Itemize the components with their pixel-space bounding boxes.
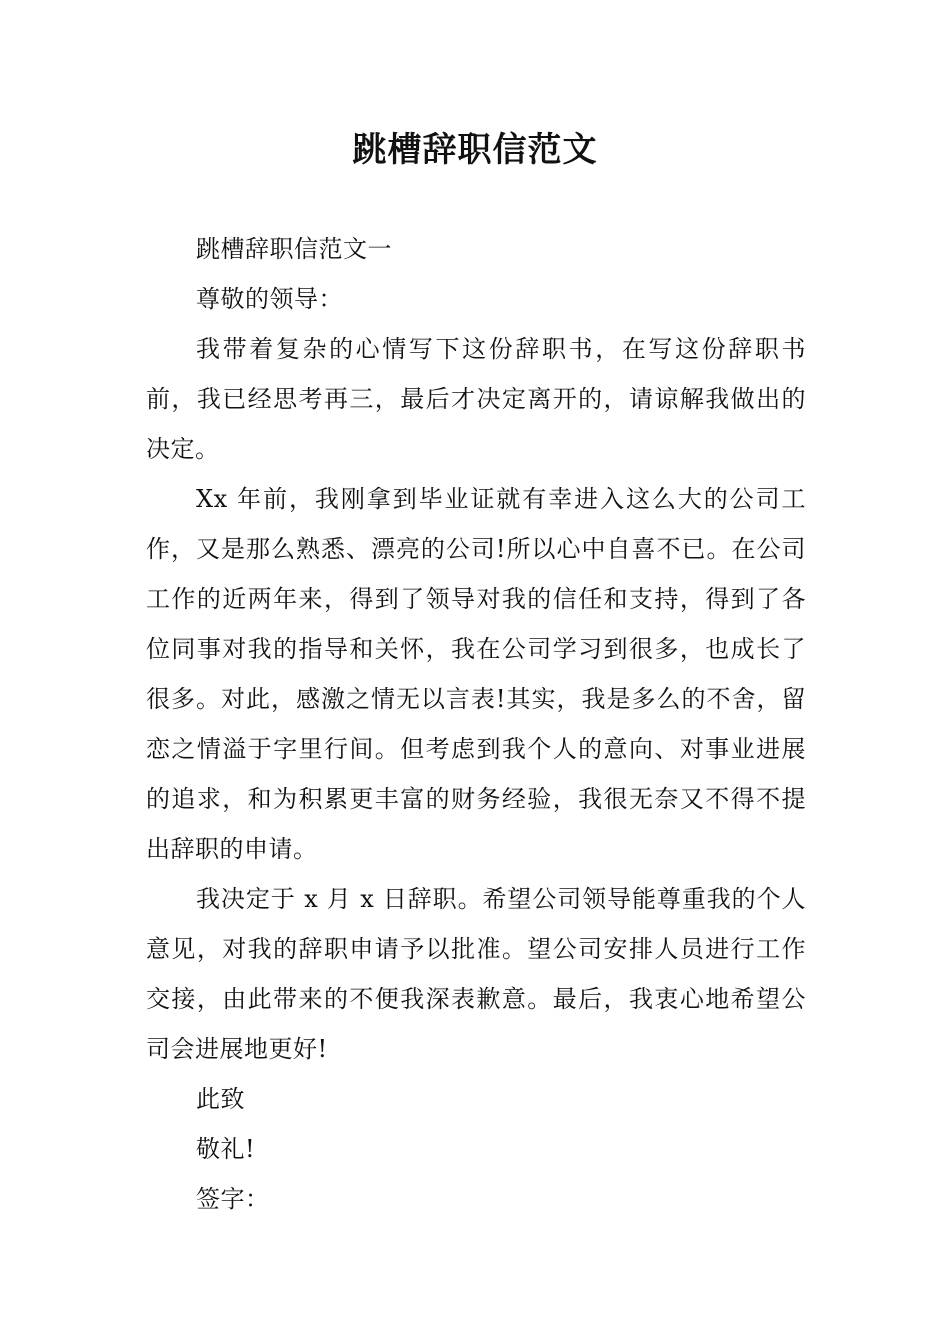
paragraph-decision: 我决定于 x 月 x 日辞职。希望公司领导能尊重我的个人意见，对我的辞职申请予以批准。望公司安排人员进行工作交接，由此带来的不便我深表歉意。最后，我衷心地希望公司会进展地更好!	[146, 885, 806, 1063]
paragraph-intro: 我带着复杂的心情写下这份辞职书，在写这份辞职书前，我已经思考再三，最后才决定离开的，请谅解我做出的决定。	[146, 335, 806, 463]
signature-label: 签字：	[196, 1185, 270, 1213]
section-heading: 跳槽辞职信范文一	[196, 235, 392, 263]
salutation: 尊敬的领导：	[196, 285, 343, 313]
paragraph-background: Xx 年前，我刚拿到毕业证就有幸进入这么大的公司工作，又是那么熟悉、漂亮的公司!所以心中自喜不已。在公司工作的近两年来，得到了领导对我的信任和支持，得到了各位同事对我的指导和关怀，我在公司学习到很多，也成长了很多。对此，感激之情无以言表!其实，我是多么的不舍，留恋之情溢于字里行间。但考虑到我个人的意向、对事业进展的追求，和为积累更丰富的财务经验，我很无奈又不得不提出辞职的申请。	[146, 485, 806, 863]
closing-line: 此致	[196, 1085, 245, 1113]
document-title: 跳槽辞职信范文	[352, 130, 598, 170]
letter-body	[146, 224, 806, 1224]
closing-regards: 敬礼!	[196, 1135, 256, 1163]
